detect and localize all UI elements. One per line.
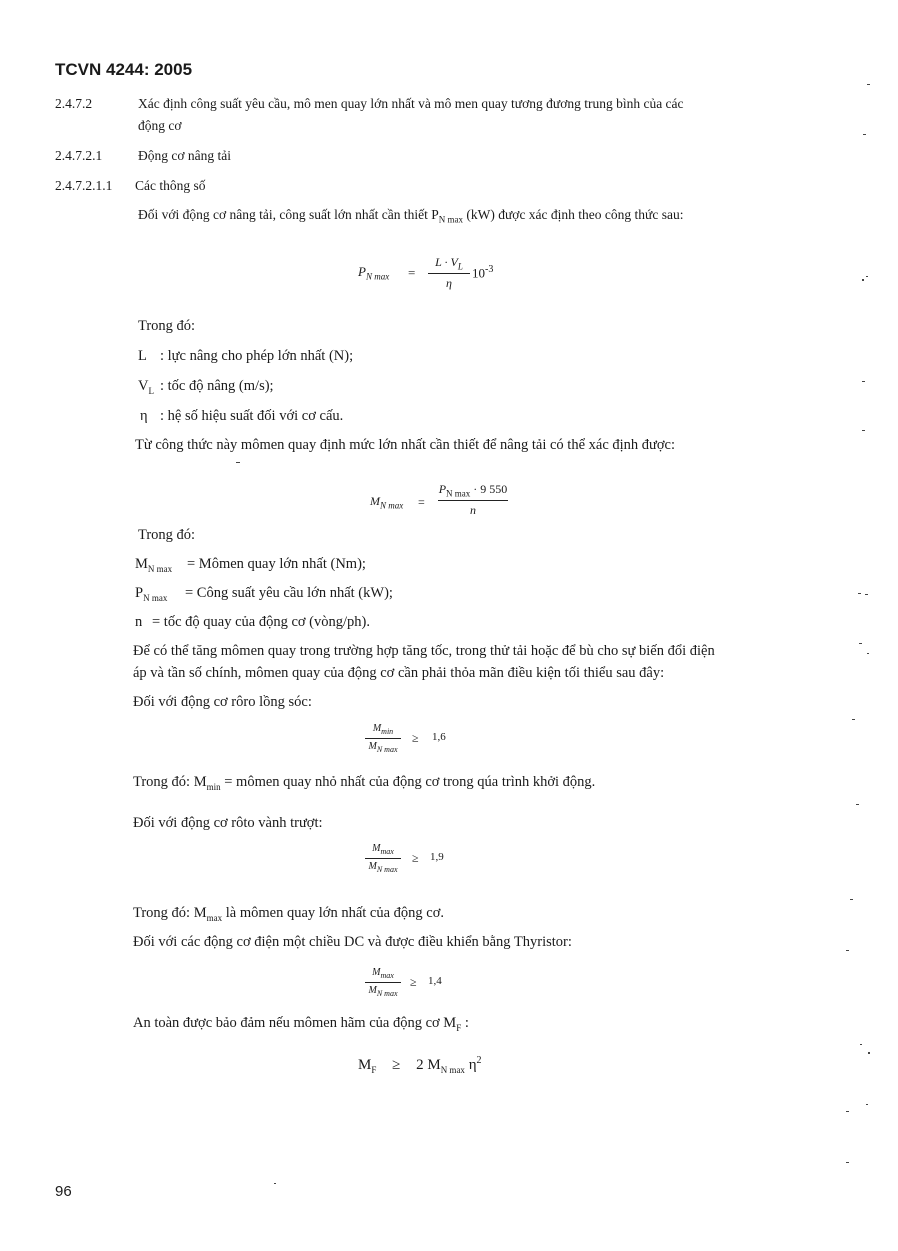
subsubsection-number: 2.4.7.2.1.1 bbox=[55, 178, 113, 193]
def-text: : lực nâng cho phép lớn nhất (N); bbox=[160, 348, 354, 364]
page-number: 96 bbox=[55, 1183, 72, 1200]
section-number: 2.4.7.2 bbox=[55, 96, 93, 111]
where-label: Trong đó: bbox=[138, 318, 196, 334]
def-symbol: $P_{N max}$ bbox=[135, 585, 168, 603]
def-text: = tốc độ quay của động cơ (vòng/ph). bbox=[152, 614, 370, 630]
paragraph: Đối với các động cơ điện một chiều DC và được điều khiển bằng Thyristor: bbox=[133, 934, 572, 950]
def-symbol: η bbox=[140, 408, 148, 424]
section-heading: Xác định công suất yêu cầu, mô men quay lớn nhất và mô men quay tương đương trung bình của các bbox=[138, 96, 684, 111]
section-heading-cont: động cơ bbox=[138, 118, 182, 133]
paragraph: An toàn được bảo đảm nếu mômen hãm của động cơ $M_F$ : bbox=[133, 1015, 469, 1033]
def-text: = Công suất yêu cầu lớn nhất (kW); bbox=[185, 585, 393, 601]
paragraph: Đối với động cơ rôro lồng sóc: bbox=[133, 694, 312, 710]
document-code: TCVN 4244: 2005 bbox=[55, 60, 193, 79]
def-symbol: n bbox=[135, 614, 143, 630]
def-text: = Mômen quay lớn nhất (Nm); bbox=[187, 556, 366, 572]
def-symbol: $V_L$ bbox=[138, 378, 154, 396]
def-text: : hệ số hiệu suất đối với cơ cấu. bbox=[160, 408, 344, 424]
paragraph: Từ công thức này mômen quay định mức lớn nhất cần thiết để nâng tải có thể xác định được: bbox=[135, 437, 676, 453]
paragraph: Để có thể tăng mômen quay trong trường hợp tăng tốc, trong thử tải hoặc để bù cho sự biến đổi điện bbox=[133, 643, 715, 659]
def-symbol: $M_{N max}$ bbox=[135, 556, 173, 574]
def-symbol: L bbox=[138, 348, 147, 364]
subsection-heading: Động cơ nâng tải bbox=[138, 148, 231, 163]
paragraph: Trong đó: $M_{min}$ = mômen quay nhỏ nhất của động cơ trong qúa trình khởi động. bbox=[133, 774, 596, 792]
def-text: : tốc độ nâng (m/s); bbox=[160, 378, 274, 394]
subsubsection-heading: Các thông số bbox=[135, 178, 206, 193]
formula-braking: $M_F \ge 2$ $M_{N max}$ $\eta^2$ bbox=[358, 1055, 482, 1075]
paragraph: Đối với động cơ rôto vành trượt: bbox=[133, 815, 323, 831]
paragraph: Trong đó: $M_{max}$ là mômen quay lớn nhất của động cơ. bbox=[133, 905, 445, 923]
intro-paragraph: Đối với động cơ nâng tải, công suất lớn nhất cần thiết $P_{N max}$ (kW) được xác định theo công thức sau: bbox=[138, 207, 684, 225]
subsection-number: 2.4.7.2.1 bbox=[55, 148, 103, 163]
paragraph: áp và tần số chính, mômen quay của động cơ cần phải thỏa mãn điều kiện tối thiểu sau đây: bbox=[133, 665, 665, 681]
where-label: Trong đó: bbox=[138, 527, 196, 543]
